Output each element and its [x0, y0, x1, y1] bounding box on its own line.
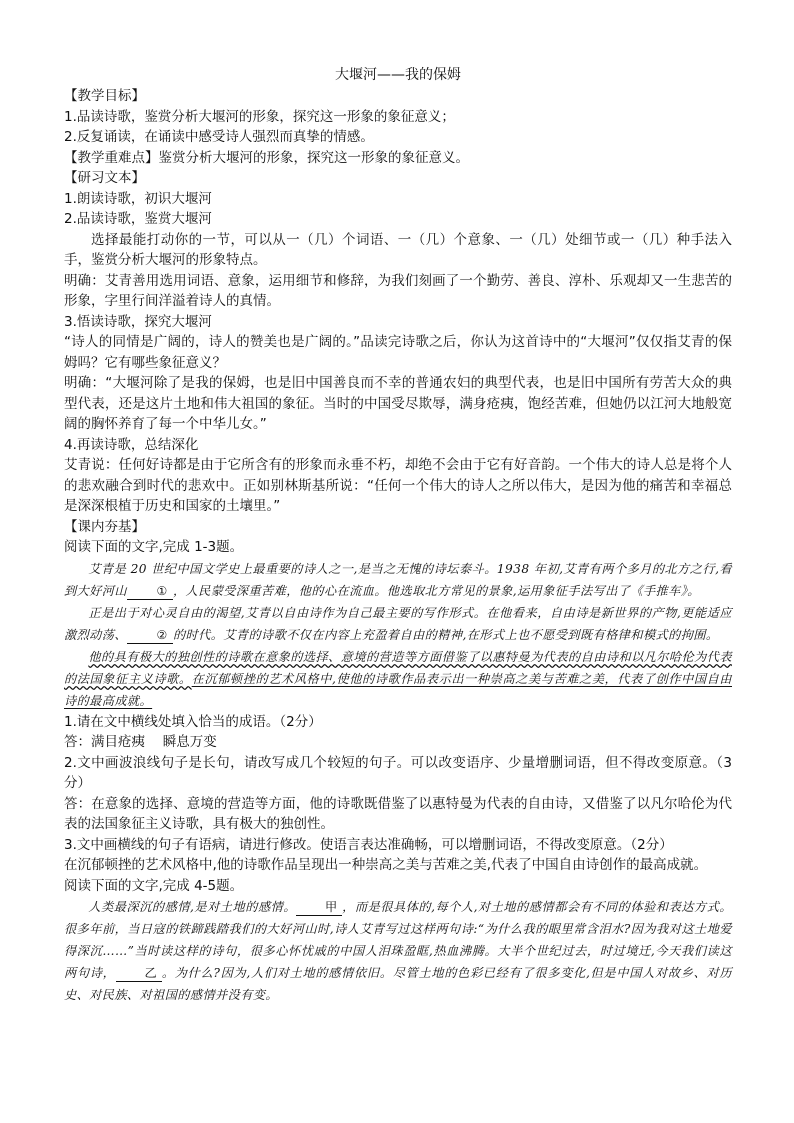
- question-1: 1.请在文中横线处填入恰当的成语。（2分）: [64, 713, 322, 730]
- question-2: 2.文中画波浪线句子是长句，请改写成几个较短的句子。可以改变语序、少量增删词语，但不得改变原意。（3分）: [64, 754, 732, 791]
- step-4-text: 艾青说：任何好诗都是由于它所含有的形象而永垂不朽，却绝不会由于它有好音韵。一个伟大的诗人总是将个人的悲欢融合到时代的悲欢中。正如别林斯基所说：“任何一个伟大的诗人之所以伟大，是因为他的痛苦和幸福总是深深根植于历史和国家的土壤里。”: [64, 457, 732, 514]
- question-3: 3.文中画横线的句子有语病，请进行修改。使语言表达准确畅，可以增删词语，不得改变原意。（2分）: [64, 836, 673, 853]
- page-title: 大堰河——我的保姆: [335, 67, 461, 83]
- reading-2-intro: 阅读下面的文字,完成 4-5题。: [64, 877, 244, 894]
- blank-jia: 甲: [296, 900, 342, 916]
- wavy-underlined-sentence: 他的具有极大的独创性的诗歌在意象的选择、意境的营造等方面借鉴了以惠特曼为代表的自由诗和以凡尔哈伦为代表的法国象征主义诗歌。: [64, 649, 732, 686]
- key-points: 【教学重难点】鉴赏分析大堰河的形象，探究这一形象的象征意义。: [64, 149, 469, 166]
- step-2: 2.品读诗歌，鉴赏大堰河: [64, 211, 212, 227]
- step-3-answer: 明确：“大堰河除了是我的保姆，也是旧中国善良而不幸的普通农妇的典型代表，也是旧中国所有劳苦大众的典型代表，还是这片土地和伟大祖国的象征。当时的中国受尽欺辱，满身疮痍，饱经苦难，但她仍以江河大地般宽阔的胸怀养育了每一个中华儿女。”: [64, 375, 732, 432]
- step-1: 1.朗读诗歌，初识大堰河: [64, 190, 212, 207]
- goal-2: 2.反复诵读，在诵读中感受诗人强烈而真挚的情感。: [64, 129, 374, 145]
- reading-1-intro: 阅读下面的文字,完成 1-3题。: [64, 539, 244, 555]
- passage-1-paragraph-2: 正是出于对心灵自由的渴望,艾青以自由诗作为自己最主要的写作形式。在他看来，自由诗是新世界的产物,更能适应激烈动荡、 ② 的时代。艾青的诗歌不仅在内容上充盈着自由的精神,在形式上也不愿受到既有格律和模式的拘囿。: [64, 605, 732, 642]
- section-goals: 【教学目标】: [64, 88, 145, 104]
- blank-yi: 乙: [116, 966, 162, 982]
- section-practice: 【课内夯基】: [64, 518, 145, 535]
- passage-2-paragraph-1: 人类最深沉的感情,是对土地的感情。 甲 ，而是很具体的,每个人,对土地的感情都会有不同的体验和表达方式。很多年前，当日寇的铁蹄践踏我们的大好河山时,诗人艾青写过这样两句诗:“为什么我的眼里常含泪水?因为我对这土地爱得深沉……”当时读这样的诗句，很多心怀忧戚的中国人泪珠盈眶,热血沸腾。大半个世纪过去，时过境迁,今天我们读这两句诗， 乙 。为什么?因为,人们对土地的感情依旧。尽管土地的色彩已经有了很多变化,但是中国人对故乡、对历史、对民族、对祖国的感情并没有变。: [64, 900, 732, 1002]
- step-2-task: 选择最能打动你的一节，可以从一（几）个词语、一（几）个意象、一（几）处细节或一（几）种手法入手，鉴赏分析大堰河的形象特点。: [64, 231, 732, 268]
- step-3-task: “诗人的同情是广阔的，诗人的赞美也是广阔的。”品读完诗歌之后，你认为这首诗中的“大堰河”仅仅指艾青的保姆吗？它有哪些象征意义？: [64, 334, 732, 371]
- answer-3: 在沉郁顿挫的艺术风格中,他的诗歌作品呈现出一种崇高之美与苦难之美,代表了中国自由诗创作的最高成就。: [64, 857, 708, 873]
- answer-1: 答：满目疮痍 瞬息万变: [64, 734, 217, 750]
- answer-2: 答：在意象的选择、意境的营造等方面，他的诗歌既借鉴了以惠特曼为代表的自由诗，又借鉴了以凡尔哈伦为代表的法国象征主义诗歌，具有极大的独创性。: [64, 795, 732, 832]
- document-page: [64, 64, 732, 1006]
- underlined-sentence: 在沉郁顿挫的艺术风格中,使他的诗歌作品表示出一种崇高之美与苦难之美，代表了创作中国自由诗的最高成就。: [64, 671, 732, 708]
- blank-1: ①: [127, 584, 173, 600]
- step-2-answer: 明确：艾青善用选用词语、意象，运用细节和修辞，为我们刻画了一个勤劳、善良、淳朴、乐观却又一生悲苦的形象，字里行间洋溢着诗人的真情。: [64, 272, 732, 309]
- step-4: 4.再读诗歌，总结深化: [64, 436, 199, 453]
- step-3: 3.悟读诗歌，探究大堰河: [64, 313, 212, 330]
- passage-1-paragraph-1: 艾青是 20 世纪中国文学史上最重要的诗人之一,是当之无愧的诗坛泰斗。1938 年初,艾青有两个多月的北方之行,看到大好河山 ① ，人民蒙受深重苦难，他的心在流血。他选取北方常见的景象,运用象征手法写出了《手推车》。: [64, 561, 732, 598]
- blank-2: ②: [127, 628, 173, 644]
- passage-1-paragraph-3: [64, 646, 732, 712]
- section-study: 【研习文本】: [64, 170, 145, 186]
- goal-1: 1.品读诗歌，鉴赏分析大堰河的形象，探究这一形象的象征意义；: [64, 108, 455, 125]
